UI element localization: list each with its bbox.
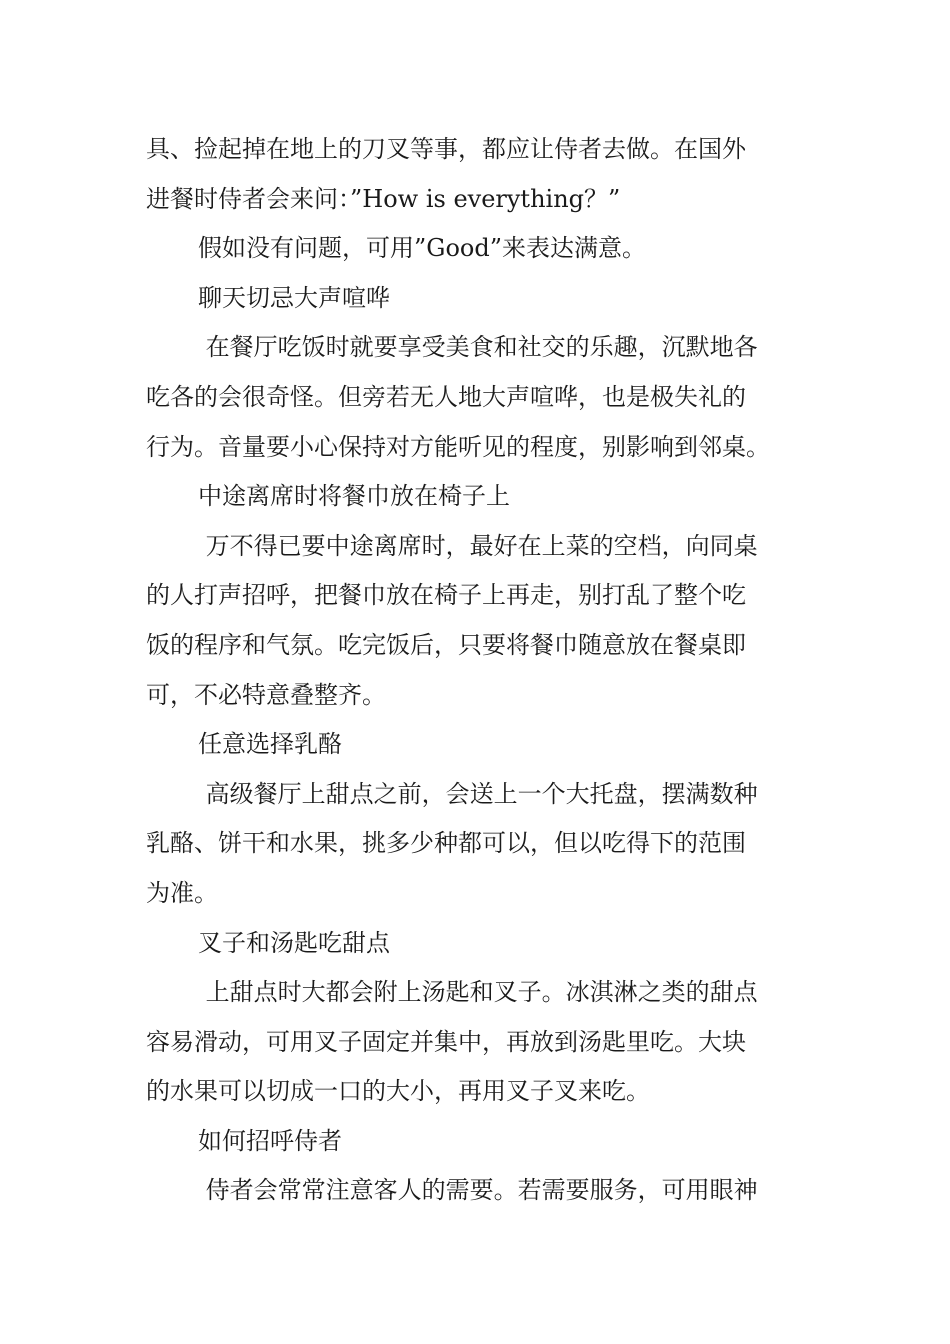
paragraph-line: 为准。 xyxy=(146,878,218,907)
paragraph-line: 的水果可以切成一口的大小，再用叉子叉来吃。 xyxy=(146,1077,650,1106)
paragraph-line-indented: 上甜点时大都会附上汤匙和叉子。冰淇淋之类的甜点 xyxy=(198,978,758,1007)
paragraph-line: 的人打声招呼，把餐巾放在椅子上再走，别打乱了整个吃 xyxy=(146,581,746,610)
paragraph-line-indented: 侍者会常常注意客人的需要。若需要服务，可用眼神 xyxy=(198,1176,758,1205)
paragraph-line-indented: 聊天切忌大声喧哗 xyxy=(198,283,390,312)
document-body xyxy=(146,125,810,1216)
paragraph-line-indented: 任意选择乳酪 xyxy=(198,730,342,759)
paragraph-line-indented: 叉子和汤匙吃甜点 xyxy=(198,928,390,957)
paragraph-line-indented: 高级餐厅上甜点之前，会送上一个大托盘，摆满数种 xyxy=(198,779,758,808)
paragraph-line-indented: 万不得已要中途离席时，最好在上菜的空档，向同桌 xyxy=(198,531,758,560)
paragraph-line: 具、捡起掉在地上的刀叉等事，都应让侍者去做。在国外 xyxy=(146,135,746,163)
paragraph-line: 乳酪、饼干和水果，挑多少种都可以，但以吃得下的范围 xyxy=(146,829,746,858)
paragraph-line: 进餐时侍者会来问：”How is everything？” xyxy=(146,184,621,213)
paragraph-line-indented: 中途离席时将餐巾放在椅子上 xyxy=(198,482,510,511)
paragraph-line: 可，不必特意叠整齐。 xyxy=(146,680,386,709)
paragraph-line: 饭的程序和气氛。吃完饭后，只要将餐巾随意放在餐桌即 xyxy=(146,630,746,659)
paragraph-line: 行为。音量要小心保持对方能听见的程度，别影响到邻桌。 xyxy=(146,432,770,461)
paragraph-line-indented: 如何招呼侍者 xyxy=(198,1126,342,1155)
paragraph-line-indented: 在餐厅吃饭时就要享受美食和社交的乐趣，沉默地各 xyxy=(198,333,758,362)
paragraph-line: 吃各的会很奇怪。但旁若无人地大声喧哗，也是极失礼的 xyxy=(146,382,746,411)
paragraph-line-indented: 假如没有问题，可用”Good”来表达满意。 xyxy=(198,234,646,263)
paragraph-line: 容易滑动，可用叉子固定并集中，再放到汤匙里吃。大块 xyxy=(146,1027,746,1056)
